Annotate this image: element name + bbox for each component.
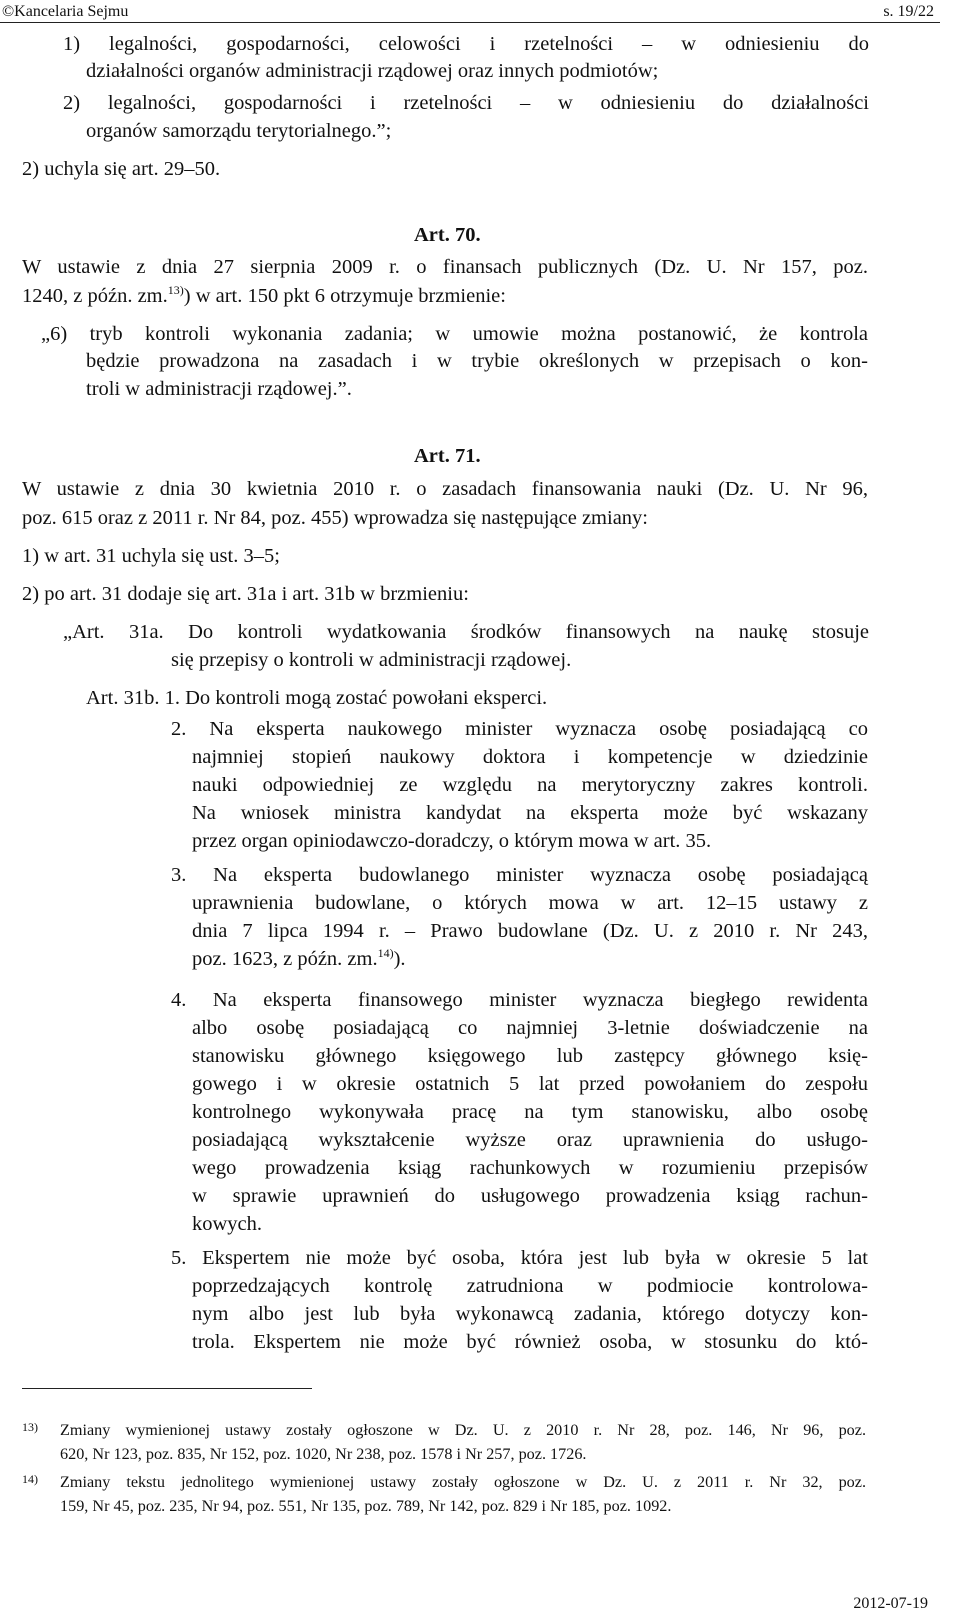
text-run: 1240, z późn. zm.	[22, 285, 168, 307]
text-line: będzie prowadzona na zasadach i w trybie określonych w przepisach o kon-	[86, 350, 868, 372]
text-line: dnia 7 lipca 1994 r. – Prawo budowlane (Dz. U. z 2010 r. Nr 243,	[192, 920, 868, 942]
footnote-13-mark: 13)	[22, 1420, 38, 1434]
text-line: organów samorządu terytorialnego.”;	[86, 120, 392, 142]
text-line: troli w administracji rządowej.”.	[86, 378, 352, 400]
text-line: najmniej stopień naukowy doktora i kompetencje w dziedzinie	[192, 746, 868, 768]
footnote-13-line: 620, Nr 123, poz. 835, Nr 152, poz. 1020, Nr 238, poz. 1578 i Nr 257, poz. 1726.	[60, 1445, 587, 1463]
text-line: Art. 31b. 1. Do kontroli mogą zostać powołani eksperci.	[86, 687, 548, 709]
text-line	[192, 946, 406, 973]
text-line: 2) uchyla się art. 29–50.	[22, 158, 221, 180]
text-line: nym albo jest lub była wykonawcą zadania, którego dotyczy kon-	[192, 1303, 868, 1325]
text-line: poz. 615 oraz z 2011 r. Nr 84, poz. 455) wprowadza się następujące zmiany:	[22, 507, 648, 529]
text-line: przez organ opiniodawczo-doradczy, o którym mowa w art. 35.	[192, 830, 712, 852]
text-line: działalności organów administracji rządowej oraz innych podmiotów;	[86, 60, 659, 82]
footnote-rule	[22, 1388, 312, 1389]
footnote-14-line: 159, Nr 45, poz. 235, Nr 94, poz. 551, Nr 135, poz. 789, Nr 142, poz. 829 i Nr 185, poz. 1092.	[60, 1497, 672, 1515]
text-line: 5. Ekspertem nie może być osoba, która jest lub była w okresie 5 lat	[171, 1247, 868, 1269]
text-run: ).	[393, 948, 406, 970]
article-heading-71: Art. 71.	[414, 445, 481, 467]
text-line: nauki odpowiedniej ze względu na merytoryczny zakres kontroli.	[192, 774, 868, 796]
text-line: gowego i w okresie ostatnich 5 lat przed powołaniem do zespołu	[192, 1073, 868, 1095]
text-line: albo osobę posiadającą co najmniej 3-letnie doświadczenie na	[192, 1017, 868, 1039]
footnote-14-mark: 14)	[22, 1472, 38, 1486]
text-line: 1) w art. 31 uchyla się ust. 3–5;	[22, 545, 280, 567]
text-line: W ustawie z dnia 27 sierpnia 2009 r. o finansach publicznych (Dz. U. Nr 157, poz.	[22, 256, 868, 278]
text-line: 4. Na eksperta finansowego minister wyznacza biegłego rewidenta	[171, 989, 868, 1011]
footnote-ref-13: 13)	[167, 283, 184, 297]
footnote-ref-14: 14)	[377, 946, 394, 960]
text-line	[22, 283, 506, 310]
article-heading-70: Art. 70.	[414, 224, 481, 246]
text-run: poz. 1623, z późn. zm.	[192, 948, 378, 970]
header-rule	[0, 22, 940, 23]
text-line: uprawnienia budowlane, o których mowa w art. 12–15 ustawy z	[192, 892, 868, 914]
text-line: „6) tryb kontroli wykonania zadania; w umowie można postanowić, że kontrola	[41, 323, 868, 345]
text-line: 3. Na eksperta budowlanego minister wyznacza osobę posiadającą	[171, 864, 868, 886]
text-line: Na wniosek ministra kandydat na eksperta może być wskazany	[192, 802, 868, 824]
text-line: 2) legalności, gospodarności i rzetelności – w odniesieniu do działalności	[63, 92, 869, 114]
header-page-number: s. 19/22	[883, 3, 934, 20]
text-line: kowych.	[192, 1213, 263, 1235]
text-line: wego prowadzenia ksiąg rachunkowych w rozumieniu przepisów	[192, 1157, 868, 1179]
text-line: „Art. 31a. Do kontroli wydatkowania środków finansowych na naukę stosuje	[63, 621, 869, 643]
text-line: w sprawie uprawnień do usługowego prowadzenia ksiąg rachun-	[192, 1185, 868, 1207]
text-line: 1) legalności, gospodarności, celowości i rzetelności – w odniesieniu do	[63, 33, 869, 55]
text-line: 2. Na eksperta naukowego minister wyznacza osobę posiadającą co	[171, 718, 868, 740]
header-source: ©Kancelaria Sejmu	[2, 3, 129, 20]
text-run: ) w art. 150 pkt 6 otrzymuje brzmienie:	[183, 285, 506, 307]
text-line: kontrolnego wykonywała pracę na tym stanowisku, albo osobę	[192, 1101, 868, 1123]
text-line: stanowisku głównego księgowego lub zastępcy głównego księ-	[192, 1045, 868, 1067]
footnote-13-line: Zmiany wymienionej ustawy zostały ogłoszone w Dz. U. z 2010 r. Nr 28, poz. 146, Nr 96, poz.	[60, 1421, 866, 1439]
footer-date: 2012-07-19	[853, 1595, 928, 1612]
text-line: W ustawie z dnia 30 kwietnia 2010 r. o zasadach finansowania nauki (Dz. U. Nr 96,	[22, 478, 868, 500]
text-line: poprzedzających kontrolę zatrudniona w podmiocie kontrolowa-	[192, 1275, 868, 1297]
footnote-14-line: Zmiany tekstu jednolitego wymienionej ustawy zostały ogłoszone w Dz. U. z 2011 r. Nr 32, poz.	[60, 1473, 866, 1491]
text-line: posiadającą wykształcenie wyższe oraz uprawnienia do usługo-	[192, 1129, 868, 1151]
text-line: 2) po art. 31 dodaje się art. 31a i art. 31b w brzmieniu:	[22, 583, 469, 605]
text-line: się przepisy o kontroli w administracji rządowej.	[171, 649, 572, 671]
text-line: trola. Ekspertem nie może być również osoba, w stosunku do któ-	[192, 1331, 868, 1353]
